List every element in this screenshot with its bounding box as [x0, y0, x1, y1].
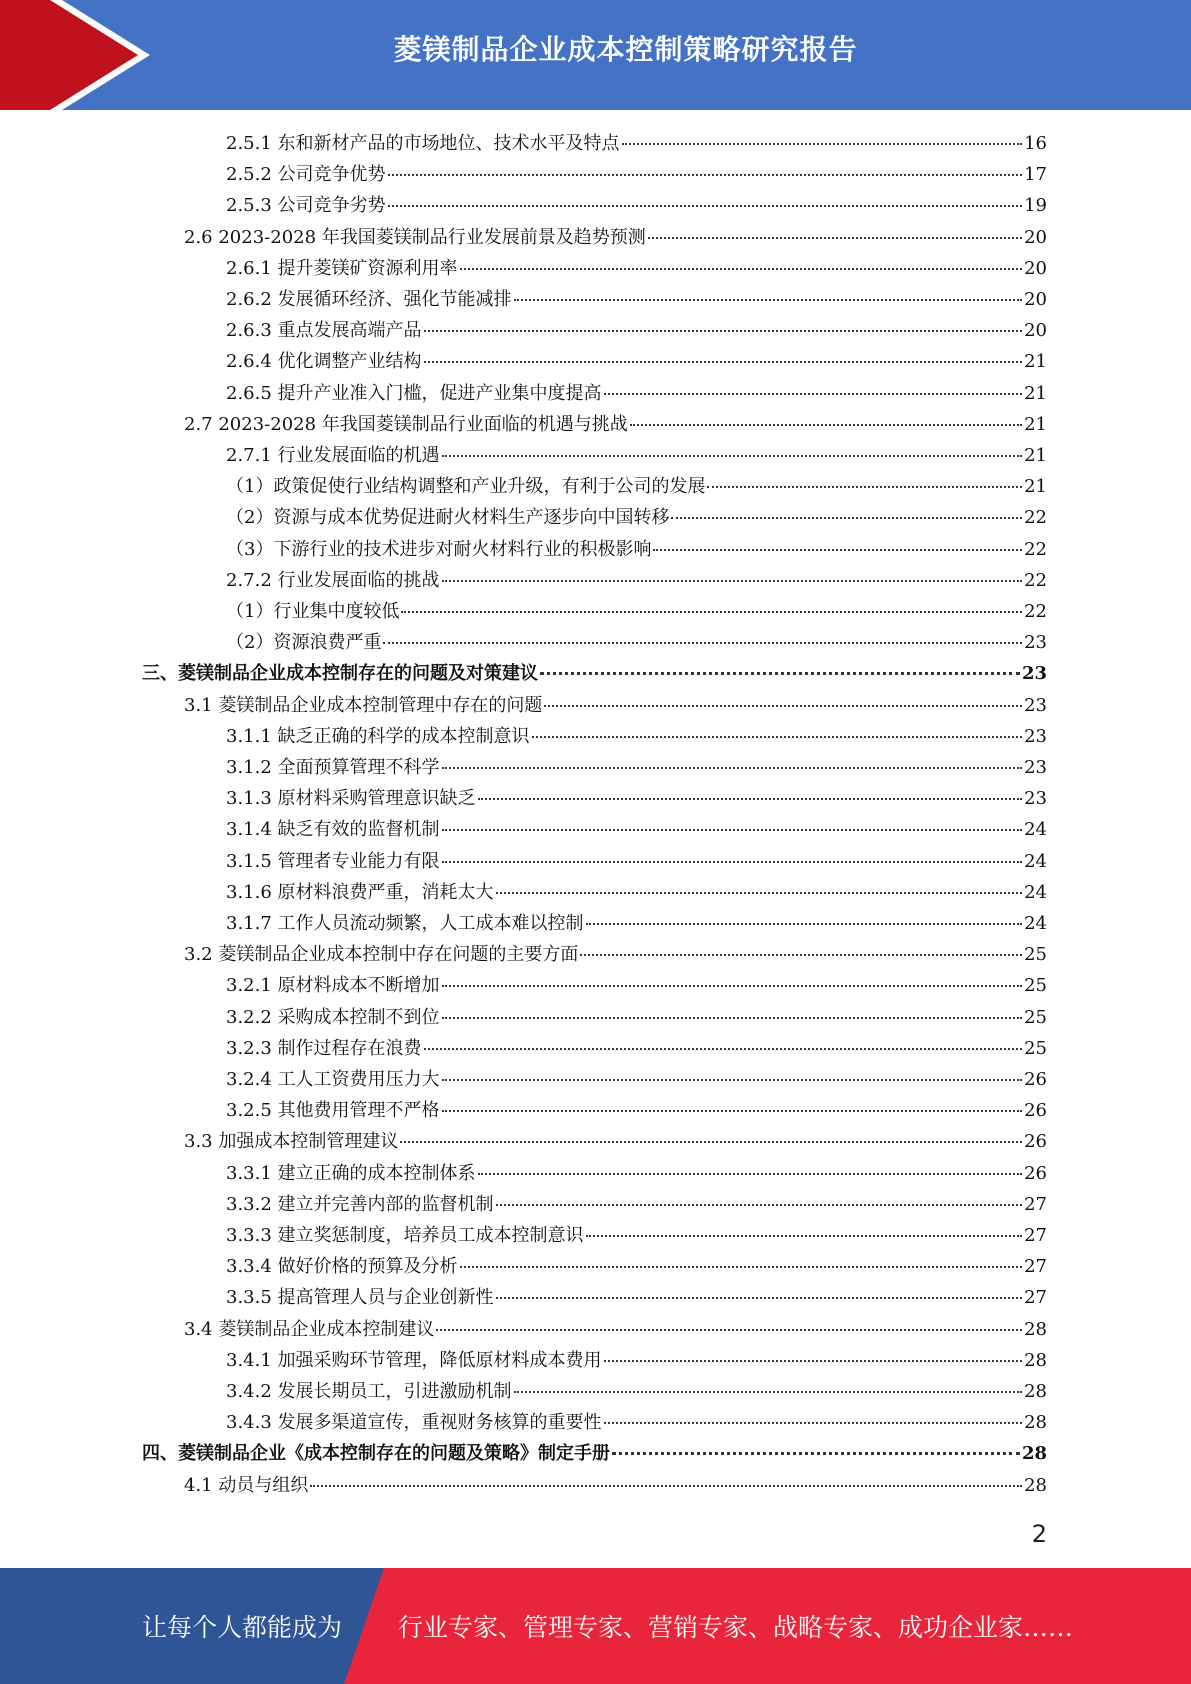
toc-entry-page: 26 [1024, 1069, 1047, 1090]
toc-entry[interactable] [226, 534, 1047, 565]
toc-entry[interactable] [226, 846, 1047, 877]
toc-entry-label: 2.6.3 重点发展高端产品 [226, 320, 422, 342]
toc-entry-page: 25 [1024, 1037, 1047, 1059]
toc-entry[interactable] [226, 502, 1047, 533]
toc-leader-dots [442, 455, 1023, 457]
toc-entry-label: 2.6.4 优化调整产业结构 [226, 351, 422, 373]
toc-entry-page: 25 [1024, 1006, 1047, 1028]
toc-leader-dots [544, 705, 1022, 707]
toc-entry[interactable] [184, 939, 1047, 970]
toc-entry-page: 28 [1024, 1381, 1047, 1402]
toc-entry-page: 22 [1024, 507, 1047, 529]
toc-leader-dots [424, 361, 1023, 363]
toc-entry-label: 2.5.1 东和新材产品的市场地位、技术水平及特点 [226, 133, 620, 154]
toc-entry-label: （3）下游行业的技术进步对耐火材料行业的积极影响 [226, 538, 652, 560]
toc-entry-label: 2.7.2 行业发展面临的挑战 [226, 569, 440, 591]
toc-entry-page: 20 [1024, 320, 1047, 342]
toc-entry-page: 28 [1024, 1318, 1047, 1340]
toc-entry-label: （2）资源与成本优势促进耐火材料生产逐步向中国转移 [226, 507, 670, 529]
toc-entry[interactable] [184, 222, 1047, 253]
toc-entry-page: 22 [1024, 601, 1047, 622]
toc-entry[interactable] [226, 346, 1047, 377]
toc-entry[interactable] [226, 908, 1047, 939]
toc-entry-label: 3.1.3 原材料采购管理意识缺乏 [226, 788, 476, 810]
toc-leader-dots [442, 767, 1023, 769]
toc-entry-label: 2.7.1 行业发展面临的机遇 [226, 445, 440, 466]
toc-leader-dots [383, 642, 1022, 644]
page-footer [0, 1568, 1191, 1684]
toc-leader-dots [648, 237, 1022, 239]
toc-leader-dots [442, 829, 1023, 831]
toc-entry-label: 2.6 2023-2028 年我国菱镁制品行业发展前景及趋势预测 [184, 226, 646, 248]
toc-entry[interactable] [184, 1470, 1047, 1501]
toc-entry-page: 20 [1024, 257, 1047, 279]
toc-entry-label: 3.3.2 建立并完善内部的监督机制 [226, 1193, 494, 1215]
toc-leader-dots [442, 985, 1023, 987]
toc-leader-dots [442, 1017, 1023, 1019]
toc-entry-label: 3.2 菱镁制品企业成本控制中存在问题的主要方面 [184, 944, 579, 966]
toc-leader-dots [707, 486, 1022, 488]
toc-entry-page: 21 [1024, 445, 1047, 466]
toc-entry-label: 3.2.2 采购成本控制不到位 [226, 1006, 440, 1028]
toc-entry-page: 24 [1024, 850, 1047, 872]
toc-entry[interactable] [226, 721, 1047, 752]
toc-entry-page: 24 [1024, 881, 1047, 903]
toc-entry-label: 3.1 菱镁制品企业成本控制管理中存在的问题 [184, 694, 543, 716]
toc-leader-dots [612, 1452, 1020, 1455]
toc-entry-page: 24 [1024, 913, 1047, 934]
toc-entry-page: 27 [1024, 1225, 1047, 1246]
toc-leader-dots [496, 1204, 1023, 1206]
toc-entry[interactable] [226, 565, 1047, 596]
toc-entry-label: 2.5.2 公司竞争优势 [226, 164, 386, 186]
toc-entry[interactable] [226, 1189, 1047, 1220]
toc-leader-dots [540, 672, 1020, 675]
toc-leader-dots [436, 1329, 1022, 1331]
toc-entry[interactable] [226, 783, 1047, 814]
toc-entry-label: 2.5.3 公司竞争劣势 [226, 195, 386, 217]
toc-entry-page: 21 [1024, 351, 1047, 373]
toc-entry[interactable] [226, 471, 1047, 502]
toc-entry[interactable] [184, 409, 1047, 440]
report-title: 菱镁制品企业成本控制策略研究报告 [393, 33, 858, 66]
toc-entry-label: 2.6.1 提升菱镁矿资源利用率 [226, 257, 458, 279]
toc-entry-label: 3.4.1 加强采购环节管理，降低原材料成本费用 [226, 1349, 602, 1371]
toc-entry-page: 19 [1024, 195, 1047, 217]
toc-entry-label: 2.7 2023-2028 年我国菱镁制品行业面临的机遇与挑战 [184, 413, 628, 435]
toc-entry-page: 23 [1024, 632, 1047, 654]
toc-entry-page: 27 [1024, 1256, 1047, 1278]
toc-entry-page: 27 [1024, 1193, 1047, 1215]
toc-leader-dots [604, 393, 1023, 395]
toc-entry-label: （2）资源浪费严重 [226, 632, 382, 654]
toc-leader-dots [478, 798, 1023, 800]
toc-leader-dots [388, 205, 1023, 207]
toc-entry-page: 26 [1024, 1100, 1047, 1122]
toc-leader-dots [401, 611, 1022, 613]
toc-entry-page: 21 [1024, 382, 1047, 404]
toc-leader-dots [580, 954, 1022, 956]
toc-leader-dots [460, 1266, 1023, 1268]
toc-entry-page: 24 [1024, 819, 1047, 841]
toc-entry-page: 28 [1024, 1474, 1047, 1496]
toc-entry[interactable] [184, 1126, 1047, 1157]
toc-entry-label: （1）行业集中度较低 [226, 601, 400, 622]
toc-entry-page: 23 [1021, 663, 1047, 685]
toc-entry[interactable] [226, 1282, 1047, 1313]
toc-entry[interactable] [184, 1314, 1047, 1345]
toc-leader-dots [424, 1048, 1023, 1050]
toc-entry-label: 3.1.5 管理者专业能力有限 [226, 850, 440, 872]
toc-entry[interactable] [226, 1158, 1047, 1189]
footer-slogan-left: 让每个人都能成为 [142, 1613, 343, 1642]
toc-leader-dots [604, 1360, 1023, 1362]
toc-entry[interactable] [226, 440, 1047, 471]
toc-entry-page: 23 [1024, 757, 1047, 778]
toc-entry[interactable] [184, 690, 1047, 721]
toc-leader-dots [532, 736, 1023, 738]
toc-leader-dots [514, 299, 1023, 301]
toc-entry-label: 3.4 菱镁制品企业成本控制建议 [184, 1318, 435, 1340]
toc-leader-dots [622, 143, 1023, 145]
toc-entry[interactable] [226, 1407, 1047, 1438]
toc-leader-dots [478, 1173, 1023, 1175]
toc-entry-page: 22 [1024, 538, 1047, 560]
toc-entry-label: 3.1.1 缺乏正确的科学的成本控制意识 [226, 725, 530, 747]
toc-entry[interactable] [226, 315, 1047, 346]
toc-entry-page: 21 [1024, 476, 1047, 498]
toc-entry[interactable] [226, 1033, 1047, 1064]
toc-entry[interactable] [226, 814, 1047, 845]
toc-leader-dots [671, 517, 1022, 519]
toc-entry[interactable] [226, 253, 1047, 284]
toc-entry-label: 2.6.5 提升产业准入门槛，促进产业集中度提高 [226, 382, 602, 404]
toc-entry-label: 3.3.1 建立正确的成本控制体系 [226, 1162, 476, 1184]
toc-leader-dots [630, 424, 1022, 426]
toc-leader-dots [442, 861, 1023, 863]
toc-entry[interactable] [226, 1345, 1047, 1376]
toc-entry-label: 3.2.3 制作过程存在浪费 [226, 1037, 422, 1059]
toc-entry-page: 20 [1024, 289, 1047, 310]
toc-leader-dots [514, 1391, 1023, 1393]
toc-entry-label: 3.3.5 提高管理人员与企业创新性 [226, 1287, 494, 1309]
toc-entry-page: 21 [1024, 413, 1047, 435]
footer-slogan-right: 行业专家、管理专家、营销专家、战略专家、成功企业家…… [398, 1613, 1074, 1642]
toc-entry-page: 28 [1024, 1412, 1047, 1434]
toc-entry-label: 4.1 动员与组织 [184, 1474, 309, 1496]
page-number: 2 [1031, 1520, 1047, 1548]
toc-entry-page: 27 [1024, 1287, 1047, 1309]
toc-leader-dots [496, 892, 1023, 894]
toc-entry[interactable] [226, 1376, 1047, 1407]
toc-entry[interactable] [226, 378, 1047, 409]
toc-entry-page: 16 [1024, 133, 1047, 154]
toc-entry[interactable] [226, 970, 1047, 1001]
toc-entry-label: 2.6.2 发展循环经济、强化节能减排 [226, 289, 512, 310]
toc-entry-label: 3.4.3 发展多渠道宣传，重视财务核算的重要性 [226, 1412, 602, 1434]
toc-leader-dots [586, 923, 1023, 925]
toc-entry-label: 四、菱镁制品企业《成本控制存在的问题及策略》制定手册 [142, 1443, 610, 1465]
toc-entry-label: 3.2.4 工人工资费用压力大 [226, 1069, 440, 1090]
toc-entry-label: 3.3 加强成本控制管理建议 [184, 1131, 399, 1153]
toc-leader-dots [442, 1079, 1023, 1081]
toc-entry[interactable] [142, 1438, 1047, 1469]
toc-leader-dots [424, 330, 1023, 332]
toc-leader-dots [310, 1485, 1022, 1487]
toc-entry[interactable] [226, 159, 1047, 190]
toc-entry[interactable] [226, 1095, 1047, 1126]
toc-entry[interactable] [226, 1002, 1047, 1033]
toc-entry-label: 3.1.2 全面预算管理不科学 [226, 757, 440, 778]
toc-leader-dots [442, 580, 1023, 582]
toc-entry[interactable] [226, 1251, 1047, 1282]
toc-entry-label: 3.1.6 原材料浪费严重，消耗太大 [226, 881, 494, 903]
toc-entry-page: 28 [1024, 1349, 1047, 1371]
toc-entry[interactable] [226, 1064, 1047, 1095]
toc-entry-label: （1）政策促使行业结构调整和产业升级，有利于公司的发展 [226, 476, 706, 498]
toc-entry-label: 三、菱镁制品企业成本控制存在的问题及对策建议 [142, 663, 538, 685]
toc-entry-label: 3.1.7 工作人员流动频繁，人工成本难以控制 [226, 913, 584, 934]
toc-entry-page: 26 [1024, 1131, 1047, 1153]
toc-entry-label: 3.3.3 建立奖惩制度，培养员工成本控制意识 [226, 1225, 584, 1246]
toc-entry[interactable] [226, 596, 1047, 627]
toc-entry[interactable] [226, 190, 1047, 221]
toc-entry[interactable] [226, 877, 1047, 908]
toc-entry-label: 3.1.4 缺乏有效的监督机制 [226, 819, 440, 841]
toc-leader-dots [604, 1422, 1023, 1424]
toc-entry-page: 20 [1024, 226, 1047, 248]
toc-leader-dots [400, 1141, 1022, 1143]
toc-leader-dots [496, 1297, 1023, 1299]
toc-entry-label: 3.3.4 做好价格的预算及分析 [226, 1256, 458, 1278]
toc-entry-label: 3.4.2 发展长期员工，引进激励机制 [226, 1381, 512, 1402]
toc-entry-page: 23 [1024, 725, 1047, 747]
toc-entry-page: 23 [1024, 788, 1047, 810]
toc-entry[interactable] [226, 1220, 1047, 1251]
toc-leader-dots [460, 268, 1023, 270]
toc-entry-page: 25 [1024, 944, 1047, 966]
toc-entry[interactable] [226, 752, 1047, 783]
toc-leader-dots [586, 1235, 1023, 1237]
toc-entry-label: 3.2.5 其他费用管理不严格 [226, 1100, 440, 1122]
toc-entry-page: 22 [1024, 569, 1047, 591]
toc-leader-dots [442, 1110, 1023, 1112]
toc-entry-page: 17 [1024, 164, 1047, 186]
toc-entry[interactable] [226, 627, 1047, 658]
toc-entry-label: 3.2.1 原材料成本不断增加 [226, 975, 440, 997]
toc-entry-page: 28 [1021, 1443, 1047, 1465]
toc-entry[interactable] [226, 128, 1047, 159]
toc-entry[interactable] [142, 658, 1047, 689]
toc-leader-dots [653, 549, 1022, 551]
toc-leader-dots [388, 174, 1023, 176]
toc-entry-page: 26 [1024, 1162, 1047, 1184]
page-header [0, 0, 1191, 110]
toc-entry-page: 23 [1024, 694, 1047, 716]
toc-entry-page: 25 [1024, 975, 1047, 997]
toc-entry[interactable] [226, 284, 1047, 315]
